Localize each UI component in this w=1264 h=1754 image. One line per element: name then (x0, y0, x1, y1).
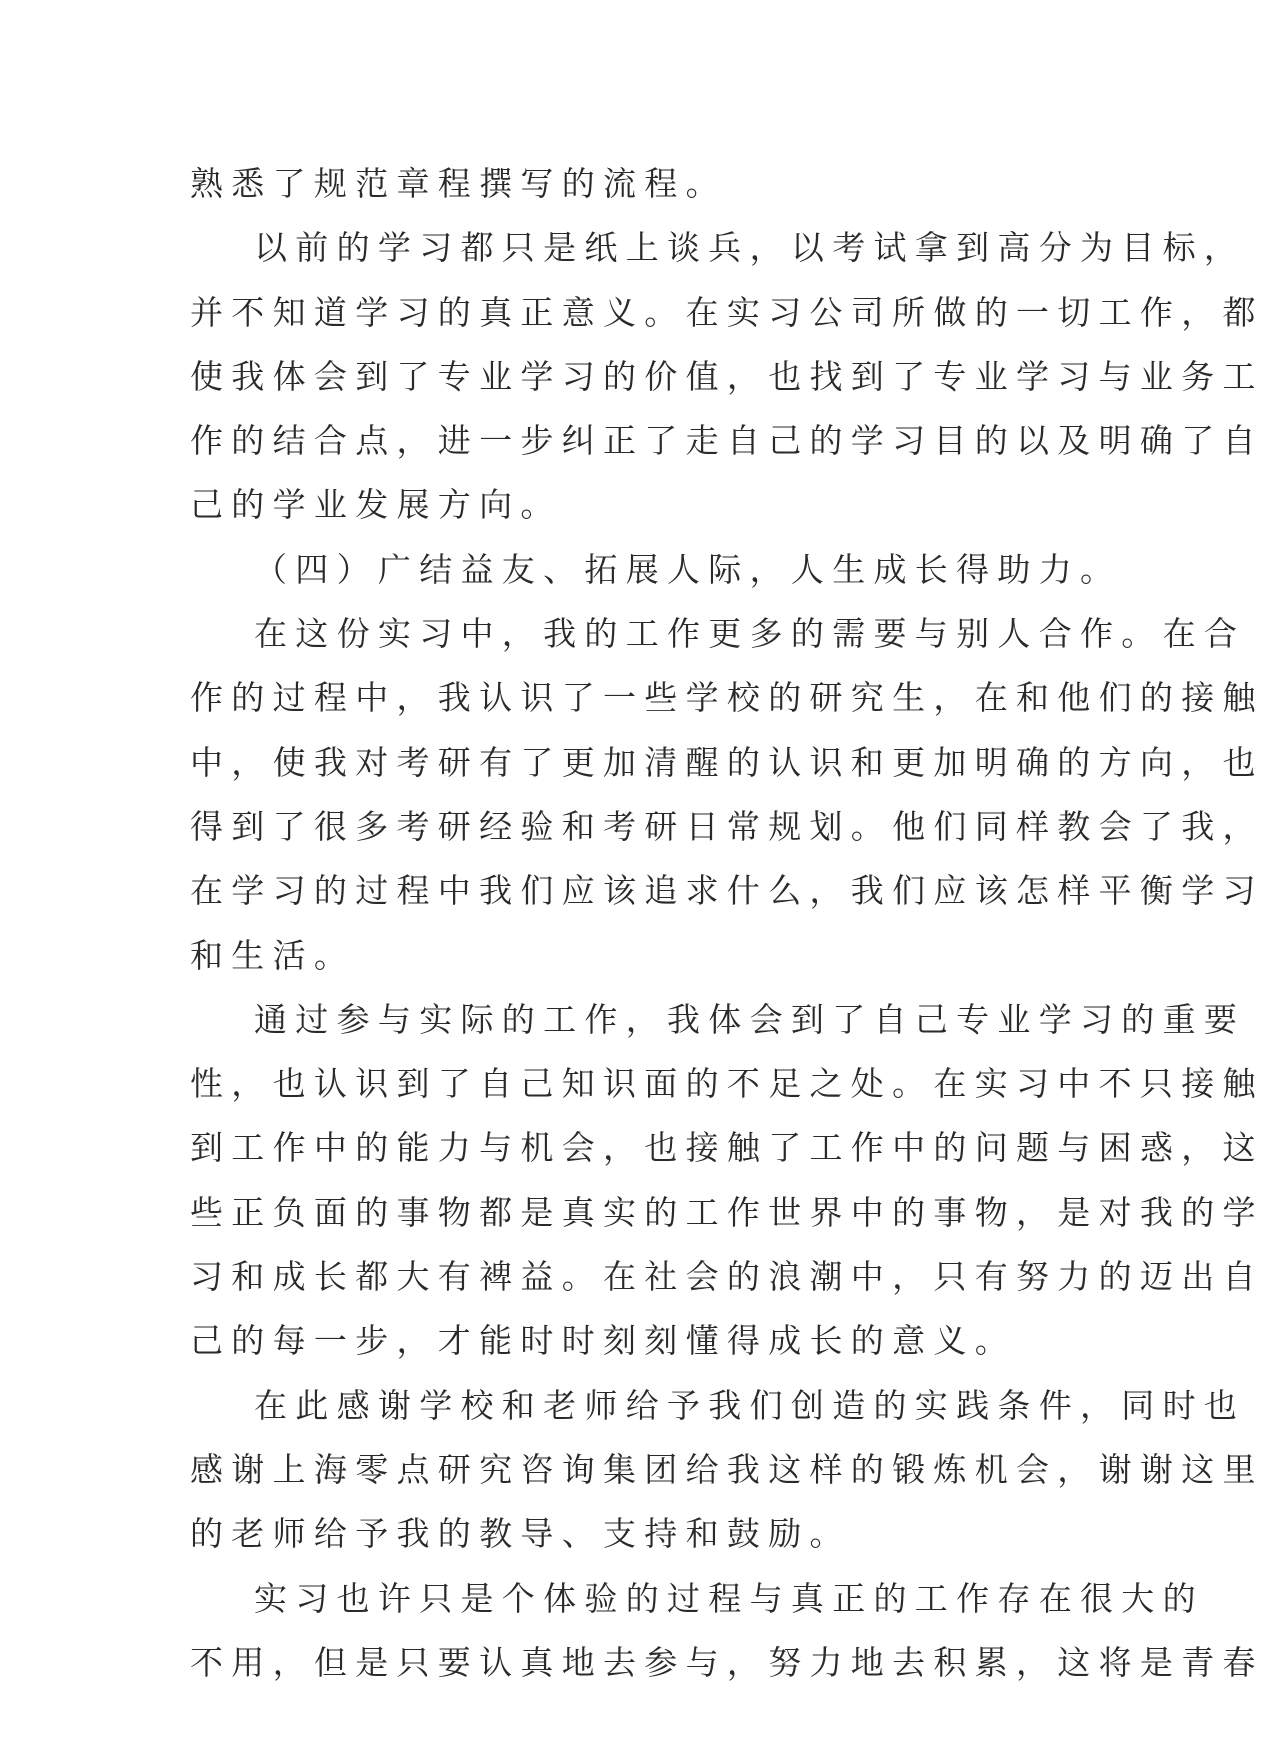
paragraph-first-line: 通过参与实际的工作，我体会到了自己专业学习的重要 (254, 999, 1246, 1039)
text-line: 习和成长都大有裨益。在社会的浪潮中，只有努力的迈出自 (190, 1257, 1264, 1297)
paragraph-first-line: 在此感谢学校和老师给予我们创造的实践条件，同时也 (254, 1385, 1246, 1425)
text-line: 不用，但是只要认真地去参与，努力地去积累，这将是青春 (190, 1642, 1264, 1682)
section-heading: （四）广结益友、拓展人际，人生成长得助力。 (254, 549, 1122, 589)
paragraph-first-line: 以前的学习都只是纸上谈兵，以考试拿到高分为目标， (254, 228, 1246, 268)
text-line: 使我体会到了专业学习的价值，也找到了专业学习与业务工 (190, 356, 1264, 396)
text-line: 并不知道学习的真正意义。在实习公司所做的一切工作，都 (190, 292, 1264, 332)
text-line: 感谢上海零点研究咨询集团给我这样的锻炼机会，谢谢这里 (190, 1449, 1264, 1489)
text-line: 作的过程中，我认识了一些学校的研究生，在和他们的接触 (190, 678, 1264, 718)
document-body (190, 152, 1264, 1695)
text-line: 和生活。 (190, 935, 356, 975)
paragraph-first-line: 在这份实习中，我的工作更多的需要与别人合作。在合 (254, 614, 1246, 654)
text-line: 些正负面的事物都是真实的工作世界中的事物，是对我的学 (190, 1192, 1264, 1232)
text-line: 己的学业发展方向。 (190, 485, 562, 525)
text-line: 在学习的过程中我们应该追求什么，我们应该怎样平衡学习 (190, 871, 1264, 911)
text-line: 熟悉了规范章程撰写的流程。 (190, 164, 727, 203)
text-line: 到工作中的能力与机会，也接触了工作中的问题与困惑，这 (190, 1128, 1264, 1168)
text-line: 的老师给予我的教导、支持和鼓励。 (190, 1514, 851, 1554)
paragraph-first-line: 实习也许只是个体验的过程与真正的工作存在很大的 (254, 1578, 1204, 1618)
text-line: 作的结合点，进一步纠正了走自己的学习目的以及明确了自 (190, 421, 1264, 461)
text-line: 己的每一步，才能时时刻刻懂得成长的意义。 (190, 1321, 1016, 1361)
text-line: 性，也认识到了自己知识面的不足之处。在实习中不只接触 (190, 1064, 1264, 1104)
text-line: 得到了很多考研经验和考研日常规划。他们同样教会了我， (190, 806, 1264, 846)
text-line: 中，使我对考研有了更加清醒的认识和更加明确的方向，也 (190, 742, 1264, 782)
